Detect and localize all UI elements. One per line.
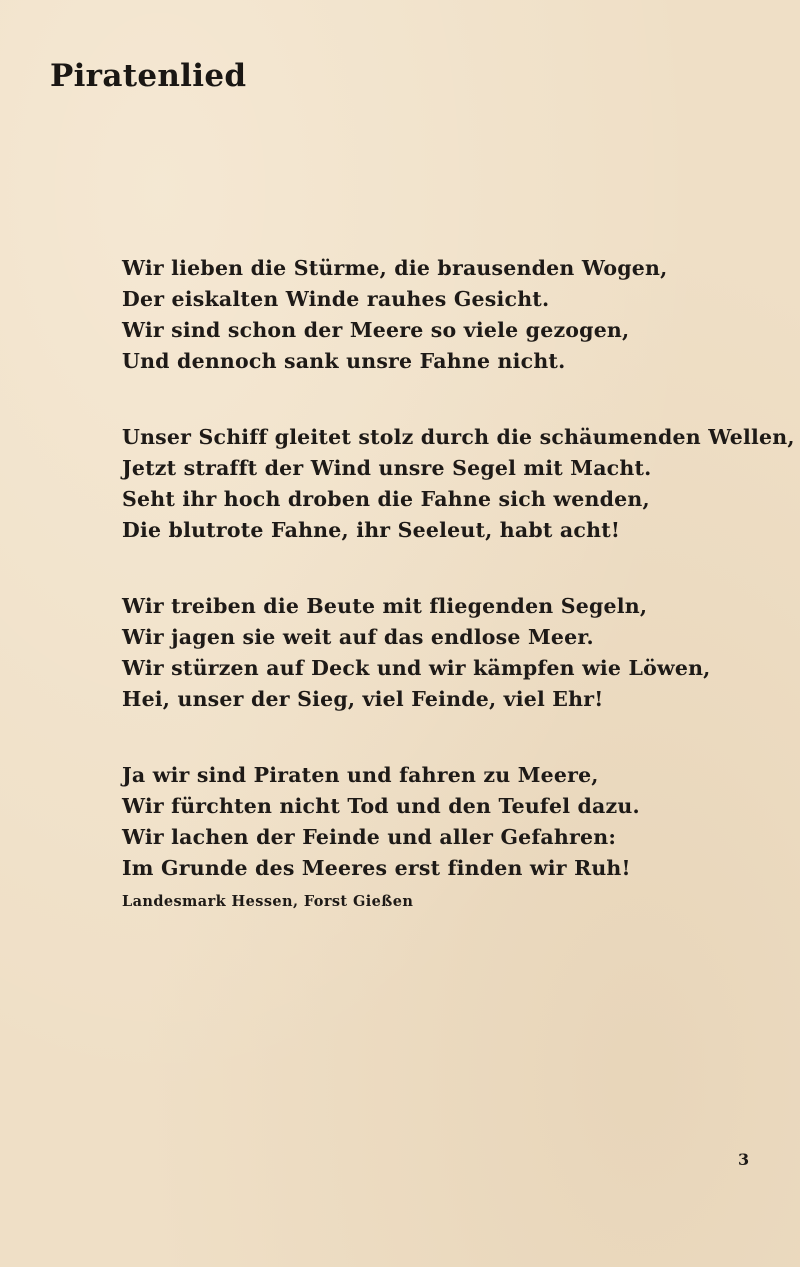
poem-line: Im Grunde des Meeres erst finden wir Ruh! (122, 856, 631, 880)
stanza-4 (122, 760, 782, 884)
poem-line: Unser Schiff gleitet stolz durch die schäumenden Wellen, (122, 425, 795, 449)
poem-line: Wir lachen der Feinde und aller Gefahren: (122, 825, 617, 849)
poem-line: Wir fürchten nicht Tod und den Teufel dazu. (122, 794, 640, 818)
page-number: 3 (738, 1150, 750, 1169)
poem-line: Wir sind schon der Meere so viele gezogen, (122, 318, 630, 342)
stanza-1 (122, 253, 782, 377)
page-title: Piratenlied (50, 58, 247, 94)
poem-line: Hei, unser der Sieg, viel Feinde, viel Ehr! (122, 687, 604, 711)
poem-line: Wir treiben die Beute mit fliegenden Segeln, (122, 594, 648, 618)
poem-line: Und dennoch sank unsre Fahne nicht. (122, 349, 566, 373)
poem-line: Die blutrote Fahne, ihr Seeleut, habt acht! (122, 518, 621, 542)
poem-line: Der eiskalten Winde rauhes Gesicht. (122, 287, 550, 311)
poem-line: Wir stürzen auf Deck und wir kämpfen wie Löwen, (122, 656, 711, 680)
poem-line: Seht ihr hoch droben die Fahne sich wenden, (122, 487, 650, 511)
source-attribution: Landesmark Hessen, Forst Gießen (122, 893, 414, 910)
poem-line: Jetzt strafft der Wind unsre Segel mit Macht. (122, 456, 652, 480)
stanza-3 (122, 591, 782, 715)
poem-line: Wir lieben die Stürme, die brausenden Wogen, (122, 256, 668, 280)
poem-line: Ja wir sind Piraten und fahren zu Meere, (122, 763, 599, 787)
poem (122, 253, 795, 929)
stanza-2 (122, 422, 795, 546)
poem-line: Wir jagen sie weit auf das endlose Meer. (122, 625, 594, 649)
